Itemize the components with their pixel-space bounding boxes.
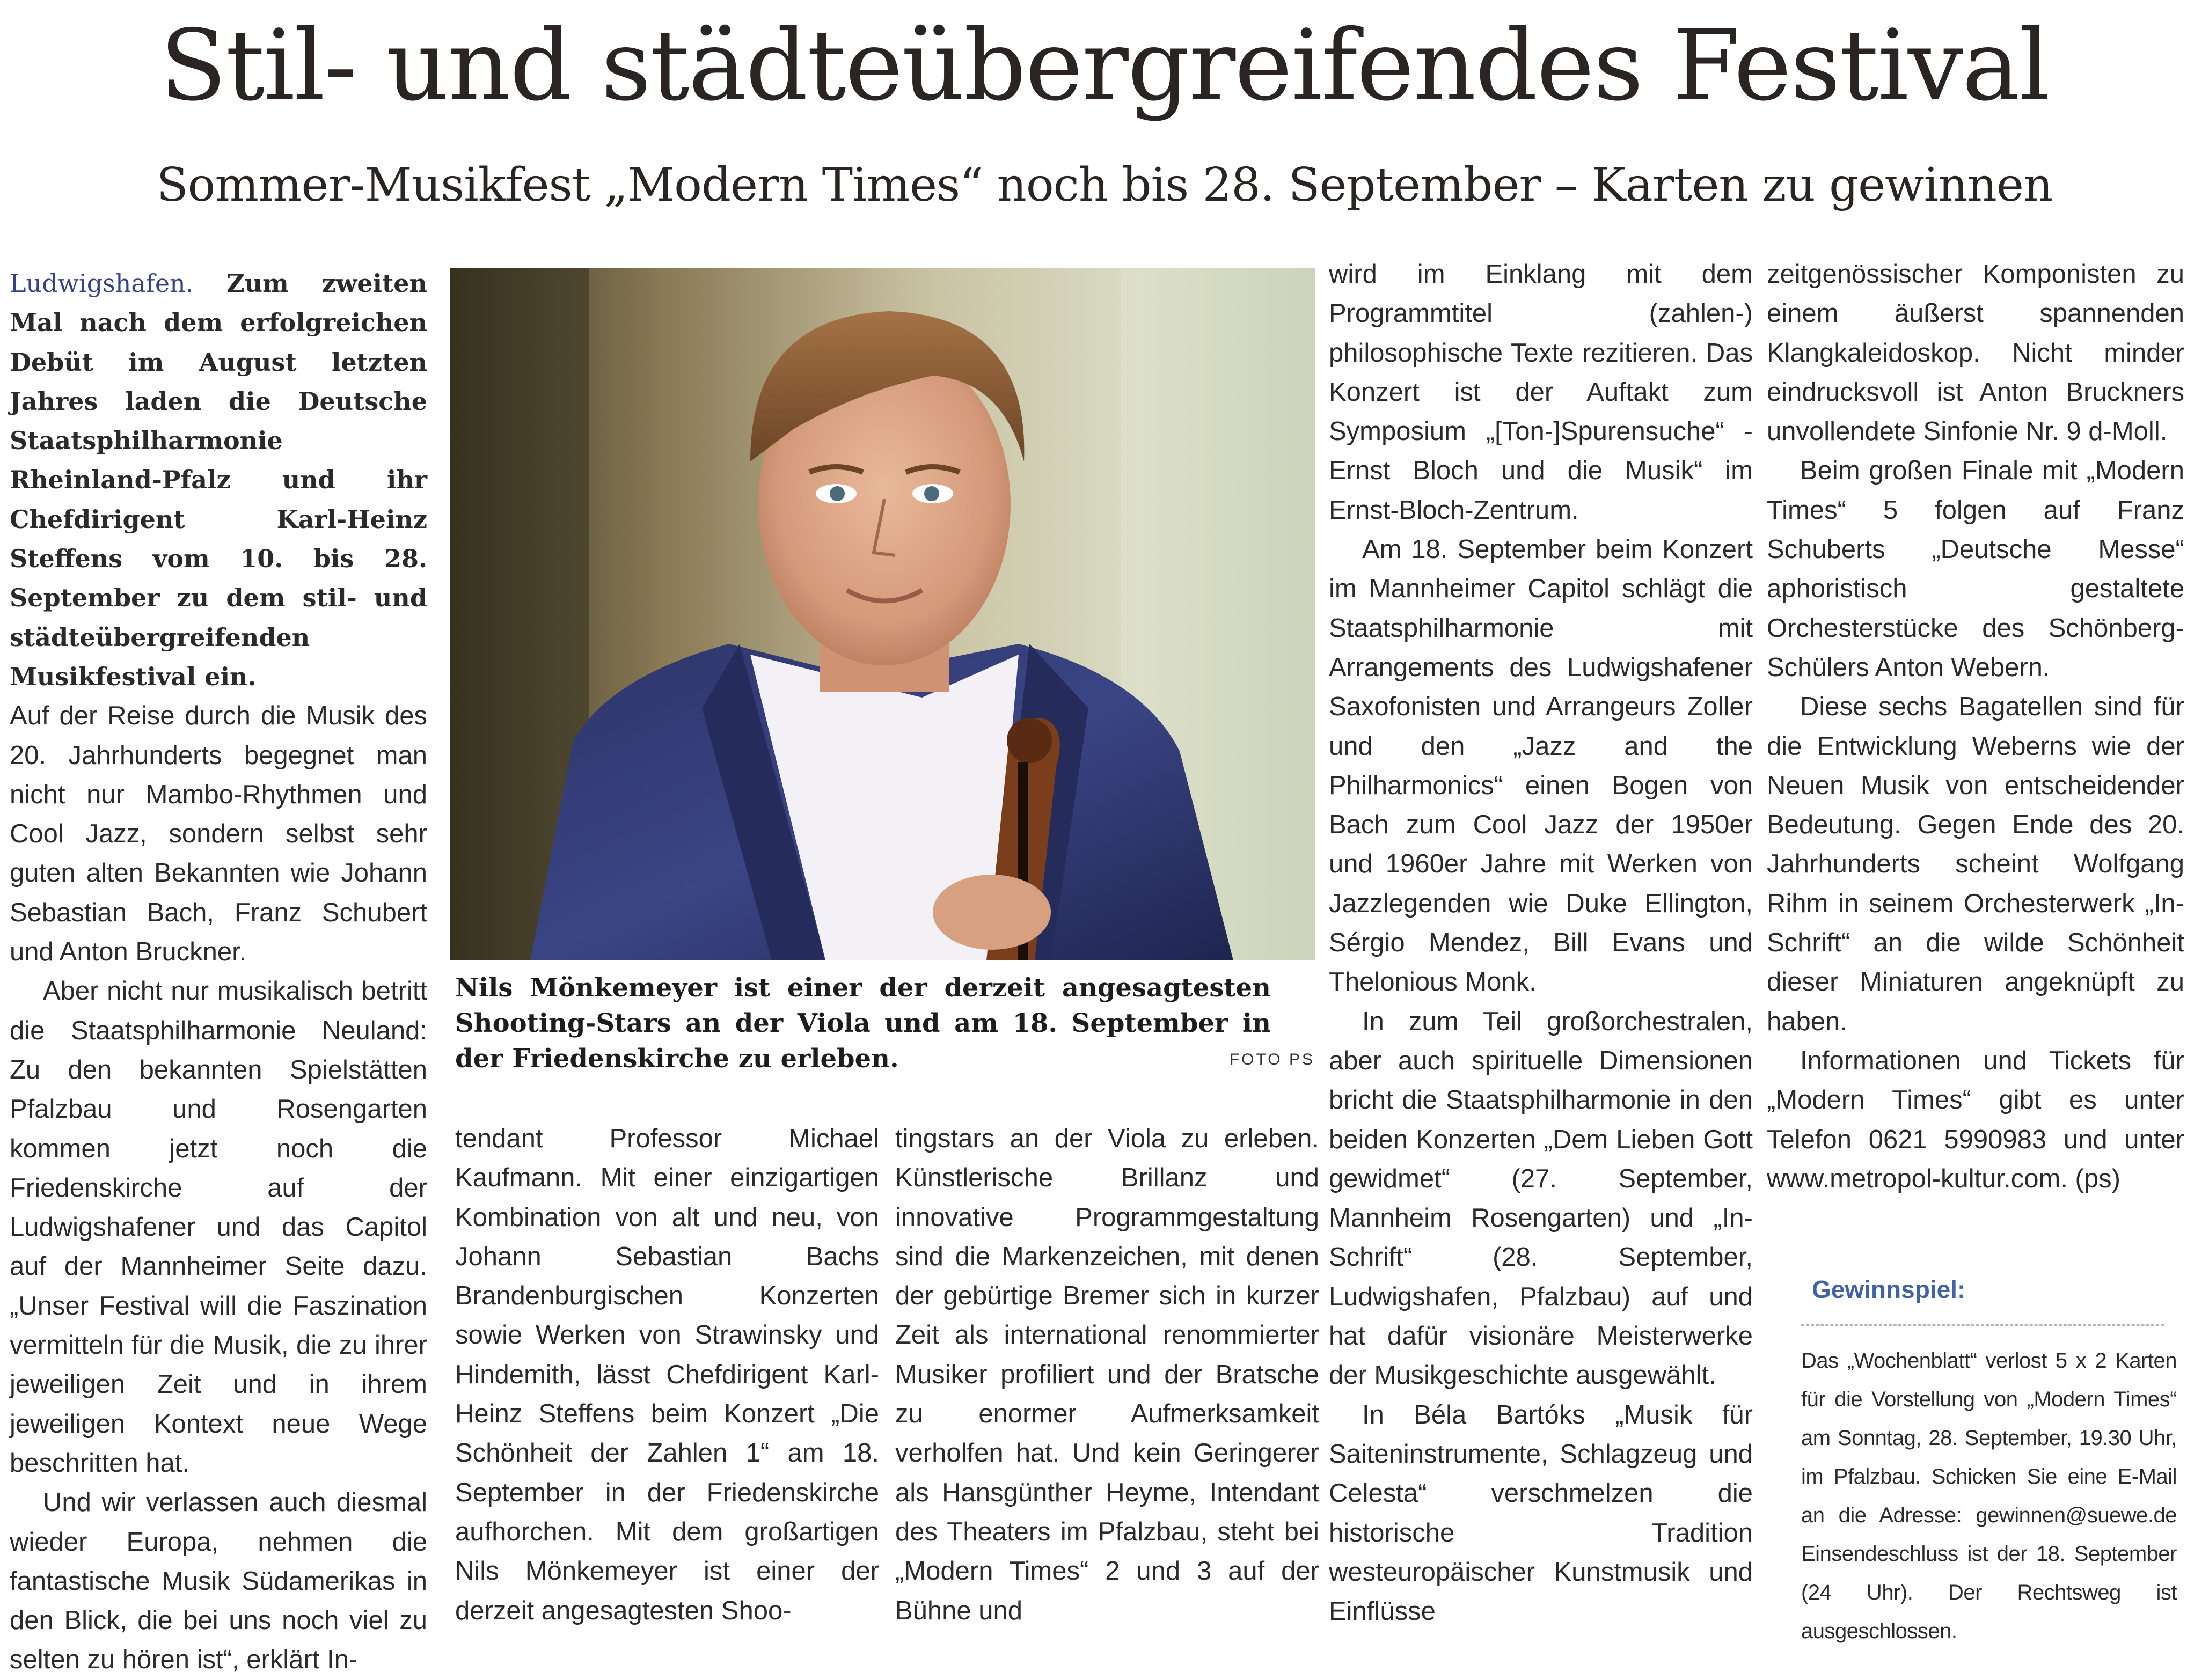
article-column-5 xyxy=(1767,255,2184,1199)
gewinnspiel-heading: Gewinnspiel: xyxy=(1812,1275,1966,1303)
body-paragraph: zeitgenössischer Komponisten zu einem äußerst spannenden Klangkaleidoskop. Nicht minder eindrucksvoll ist Anton Bruckners unvollendete Sinfonie Nr. 9 d-Moll. xyxy=(1767,260,2184,446)
body-paragraph: In Béla Bartóks „Musik für Saiteninstrumente, Schlagzeug und Celesta“ verschmelzen die historische Tradition westeuropäischer Kunstmusik und Einflüsse xyxy=(1329,1400,1753,1626)
body-paragraph: Und wir verlassen auch diesmal wieder Europa, nehmen die fantastische Musik Südamerikas in den Blick, die bei uns noch viel zu selten zu hören ist“, erklärt In- xyxy=(10,1488,427,1675)
lead-text: Zum zweiten Mal nach dem erfolgreichen Debüt im August letzten Jahres laden die Deutsche Staatsphilharmonie Rheinland-Pfalz und ihr Chefdirigent Karl-Heinz Steffens vom 10. bis 28. September zu dem stil- und städteübergreifenden Musikfestival ein. xyxy=(10,269,427,691)
lead-paragraph xyxy=(10,264,427,696)
portrait-illustration xyxy=(450,268,1315,960)
body-paragraph: tendant Professor Michael Kaufmann. Mit einer einzigartigen Kombination von alt und neu, von Johann Sebastian Bachs Brandenburgischen Konzerten sowie Werken von Strawinsky und Hindemith, lässt Chefdirigent Karl-Heinz Steffens beim Konzert „Die Schönheit der Zahlen 1“ am 18. September in der Friedenskirche aufhorchen. Mit dem großartigen Nils Mönkemeyer ist einer der derzeit angesagtesten Shoo- xyxy=(455,1124,879,1625)
headline: Stil- und städteübergreifendes Festival xyxy=(159,9,2050,122)
photo-caption xyxy=(455,970,1314,1076)
body-paragraph: Beim großen Finale mit „Modern Times“ 5 folgen auf Franz Schuberts „Deutsche Messe“ aphoristisch gestaltete Orchesterstücke des Schönberg-Schülers Anton Webern. xyxy=(1767,456,2184,682)
body-paragraph: In zum Teil großorchestralen, aber auch spirituelle Dimensionen bricht die Staatsphilharmonie in den beiden Konzerten „Dem Lieben Gott gewidmet“ (27. September, Mannheim Rosengarten) und „In-Schrift“ (28. September, Ludwigshafen, Pfalzbau) auf und hat dafür visionäre Meisterwerke der Musikgeschichte ausgewählt. xyxy=(1329,1007,1753,1390)
body-paragraph: tingstars an der Viola zu erleben. Künstlerische Brillanz und innovative Programmgestaltung sind die Markenzeichen, mit denen der gebürtige Bremer sich in kurzer Zeit als international renommierter Musiker profiliert und der Bratsche zu enormer Aufmerksamkeit verholfen hat. Und kein Geringerer als Hansgünther Heyme, Intendant des Theaters im Pfalzbau, steht bei „Modern Times“ 2 und 3 auf der Bühne und xyxy=(895,1124,1319,1625)
subheadline: Sommer-Musikfest „Modern Times“ noch bis 28. September – Karten zu gewinnen xyxy=(156,158,2053,212)
dateline: Ludwigshafen. xyxy=(10,269,194,298)
body-paragraph: wird im Einklang mit dem Programmtitel (zahlen-) philosophische Texte rezitieren. Das Konzert ist der Auftakt zum Symposium „[Ton-]Spurensuche“ - Ernst Bloch und die Musik“ im Ernst-Bloch-Zentrum. xyxy=(1329,260,1753,525)
photo-nils-moenkemeyer xyxy=(450,268,1315,960)
body-paragraph: Auf der Reise durch die Musik des 20. Jahrhunderts begegnet man nicht nur Mambo-Rhythmen und Cool Jazz, sondern selbst sehr guten alten Bekannten wie Johann Sebastian Bach, Franz Schubert und Anton Bruckner. xyxy=(10,701,427,967)
photo-credit: FOTO PS xyxy=(1229,1051,1315,1068)
body-paragraph: Am 18. September beim Konzert im Mannheimer Capitol schlägt die Staatsphilharmonie mit Arrangements des Ludwigshafener Saxofonisten und Arrangeurs Zoller und den „Jazz and the Philharmonics“ einen Bogen von Bach zum Cool Jazz der 1950er und 1960er Jahre mit Werken von Jazzlegenden wie Duke Ellington, Sérgio Mendez, Bill Evans und Thelonious Monk. xyxy=(1329,535,1753,997)
article-column-3 xyxy=(895,1119,1319,1631)
article-column-4 xyxy=(1329,255,1753,1631)
body-paragraph: Aber nicht nur musikalisch betritt die Staatsphilharmonie Neuland: Zu den bekannten Spielstätten Pfalzbau und Rosengarten kommen jetzt noch die Friedenskirche auf der Ludwigshafener und das Capitol auf der Mannheimer Seite dazu. „Unser Festival will die Faszination vermitteln für die Musik, die zu ihrer jeweiligen Zeit und in ihrem jeweiligen Kontext neue Wege beschritten hat. xyxy=(10,977,427,1478)
gewinnspiel-paragraph: Das „Wochenblatt“ verlost 5 x 2 Karten für die Vorstellung von „Modern Times“ am Sonntag, 28. September, 19.30 Uhr, im Pfalzbau. Schicken Sie eine E-Mail an die Adresse: gewinnen@suewe.de Einsendeschluss ist der 18. September (24 Uhr). Der Rechtsweg ist ausgeschlossen. xyxy=(1801,1349,2177,1643)
body-paragraph: Informationen und Tickets für „Modern Times“ gibt es unter Telefon 0621 5990983 und unter www.metropol-kultur.com. (ps) xyxy=(1767,1046,2184,1193)
gewinnspiel-divider xyxy=(1801,1324,2164,1326)
gewinnspiel-text xyxy=(1801,1341,2177,1650)
caption-text: Nils Mönkemeyer ist einer der derzeit angesagtesten Shooting-Stars an der Viola und am 18. September in der Friedenskirche zu erleben. xyxy=(455,973,1271,1074)
article-column-2 xyxy=(455,1119,879,1631)
article-column-1 xyxy=(10,264,427,1680)
body-paragraph: Diese sechs Bagatellen sind für die Entwicklung Weberns wie der Neuen Musik von entscheidender Bedeutung. Gegen Ende des 20. Jahrhunderts scheint Wolfgang Rihm in seinem Orchesterwerk „In-Schrift“ an die wilde Schönheit dieser Miniaturen angeknüpft zu haben. xyxy=(1767,692,2184,1036)
